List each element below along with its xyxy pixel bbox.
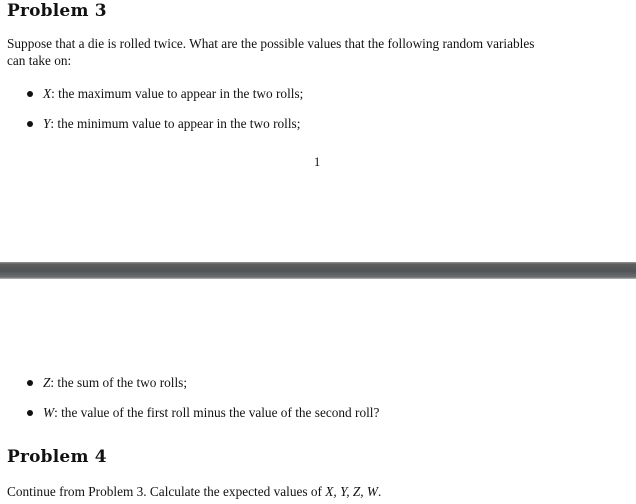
bullet-text-z: : the sum of the two rolls; (50, 375, 188, 390)
page-number: 1 (314, 155, 321, 169)
problem-3-intro-line-2: can take on: (7, 53, 72, 68)
bullet-text-y: : the minimum value to appear in the two rolls; (50, 116, 301, 131)
variable-x: X (43, 86, 52, 101)
bullet-icon (27, 410, 33, 416)
bullet-item-z (27, 375, 187, 391)
problem-4-text (7, 482, 381, 502)
problem-4-variables: X, Y, Z, W (325, 484, 379, 499)
bullet-text-x: : the maximum value to appear in the two rolls; (51, 86, 304, 101)
problem-4-suffix: . (378, 484, 382, 499)
variable-y: Y (43, 116, 51, 131)
problem-3-heading: Problem 3 (7, 1, 107, 21)
bullet-icon (27, 121, 33, 127)
bullet-item-x (27, 86, 303, 102)
variable-w: W (43, 405, 55, 420)
variable-z: Z (43, 375, 51, 390)
bullet-item-w (27, 405, 379, 421)
page-separator (0, 262, 636, 279)
bullet-text-w: : the value of the first roll minus the value of the second roll? (54, 405, 380, 420)
bullet-icon (27, 380, 33, 386)
document-page-2 (0, 279, 636, 504)
problem-3-intro-line-1: Suppose that a die is rolled twice. What are the possible values that the following random variables (7, 36, 535, 51)
problem-4-heading: Problem 4 (7, 447, 107, 467)
bullet-item-y (27, 116, 300, 132)
bullet-icon (27, 91, 33, 97)
problem-4-prefix: Continue from Problem 3. Calculate the expected values of (7, 484, 326, 499)
